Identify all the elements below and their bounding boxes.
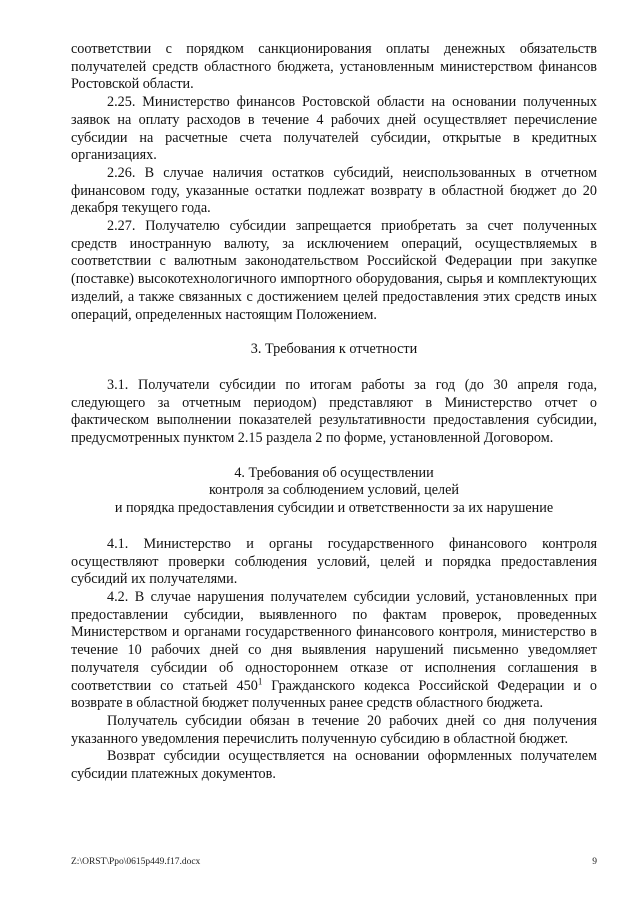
paragraph-2-25: 2.25. Министерство финансов Ростовской области на основании полученных заявок на оплату расходов в течение 4 рабочих дней осуществляет перечисление субсидии на расчетные счета получателей субсидии, открытые в кредитных организациях. — [71, 94, 597, 164]
section-4-heading-line-2: контроля за соблюдением условий, целей — [209, 482, 459, 499]
paragraph-2-27: 2.27. Получателю субсидии запрещается приобретать за счет полученных средств иностранную валюту, за исключением операций, осуществляемых в соответствии с валютным законодательством Российской Федерации при закупке (поставке) высокотехнологичного импортного оборудования, сырья и комплектующих изделий, а также связанных с достижением целей предоставления этих средств иных операций, определенных настоящим Положением. — [71, 218, 597, 323]
page-footer — [71, 856, 597, 868]
document-page — [71, 41, 597, 784]
paragraph-return: Возврат субсидии осуществляется на основании оформленных получателем субсидии платежных документов. — [71, 748, 597, 783]
section-3-heading: 3. Требования к отчетности — [250, 341, 418, 358]
paragraph-4-2 — [71, 589, 597, 713]
paragraph-4-2-text-a: 4.2. В случае нарушения получателем субсидии условий, установленных при предоставлении субсидии, выявленного по фактам проверок, проведенных Министерством и органами государственного финансового контроля, министерство в течение 10 рабочих дней со дня выявления нарушений письменно уведомляет получателя субсидии об одностороннем отказе от исполнения соглашения в соответствии со статьей 450 — [71, 588, 597, 694]
footer-filepath: Z:\ORST\Ppo\0615p449.f17.docx — [71, 857, 201, 867]
section-4-heading-line-3: и порядка предоставления субсидии и ответственности за их нарушение — [114, 500, 554, 517]
paragraph-3-1: 3.1. Получатели субсидии по итогам работы за год (до 30 апреля года, следующего за отчетным периодом) представляют в Министерство отчет о фактическом выполнении показателей результативности предоставления субсидии, предусмотренных пунктом 2.15 раздела 2 по форме, установленной Договором. — [71, 376, 597, 447]
article-superscript: 1 — [257, 675, 263, 686]
section-4-heading-line-1: 4. Требования об осуществлении — [234, 464, 434, 481]
paragraph-2-26: 2.26. В случае наличия остатков субсидий, неиспользованных в отчетном финансовом году, указанные остатки подлежат возврату в областной бюджет до 20 декабря текущего года. — [71, 164, 597, 217]
footer-page-number: 9 — [592, 857, 597, 867]
section-4-heading — [71, 465, 597, 518]
paragraph-continuation: соответствии с порядком санкционирования оплаты денежных обязательств получателей средств областного бюджета, установленным министерством финансов Ростовской области. — [71, 41, 597, 93]
paragraph-4-2-text-b: Гражданского кодекса Российской Федерации и о возврате в областной бюджет полученных ранее средств областного бюджета. — [71, 677, 597, 712]
paragraph-recipient-obligation: Получатель субсидии обязан в течение 20 рабочих дней со дня получения указанного уведомления перечислить полученную субсидию в областной бюджет. — [71, 712, 597, 747]
paragraph-4-1: 4.1. Министерство и органы государственного финансового контроля осуществляют проверки соблюдения условий, целей и порядка предоставления субсидий их получателями. — [71, 535, 597, 588]
